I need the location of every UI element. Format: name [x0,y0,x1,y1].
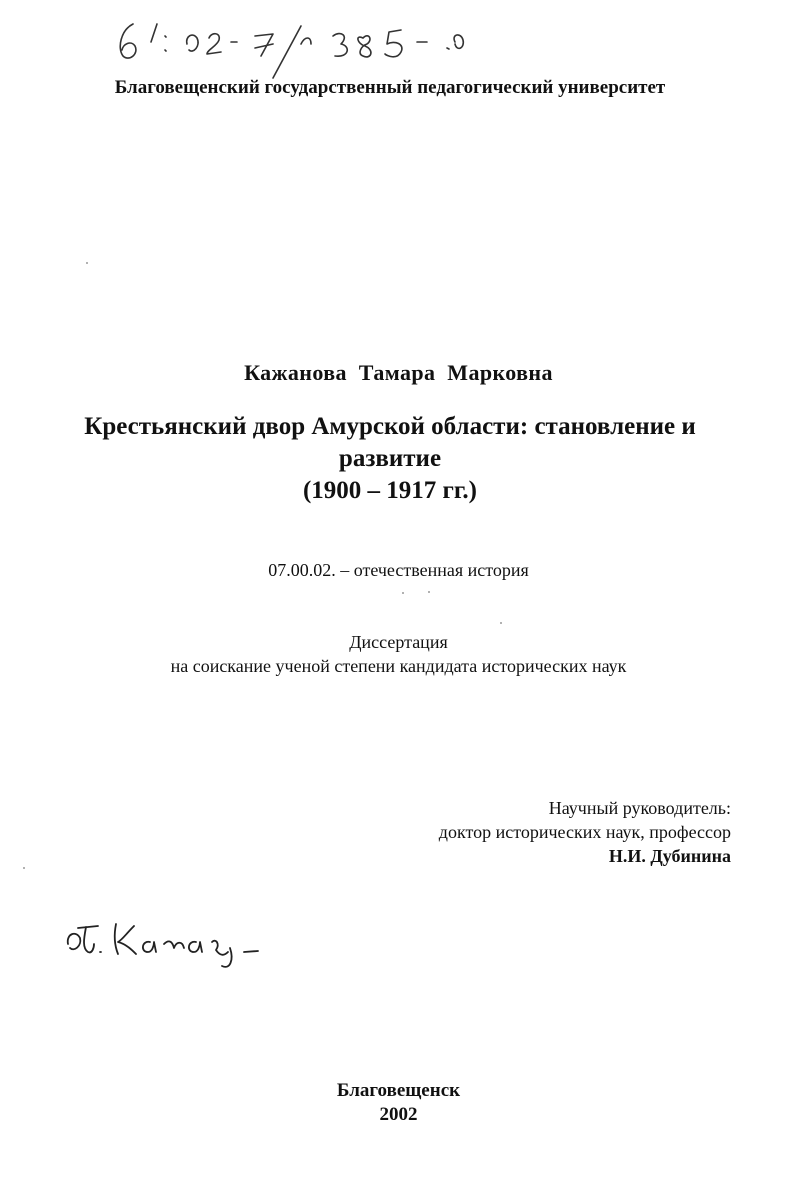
university-name: Благовещенский государственный педагогический университет [114,77,666,98]
scan-speck [402,592,404,594]
degree-line: на соискание ученой степени кандидата исторических наук [170,656,627,676]
supervisor-block [439,796,731,868]
dissertation-title [40,411,740,507]
specialty-code: 07.00.02. – отечественная история [268,560,529,580]
title-line-2: развитие [338,445,442,472]
author-signature [64,912,264,972]
dissertation-label: Диссертация [349,632,448,652]
scan-speck [23,867,25,869]
scan-speck [86,262,88,264]
title-line-3: (1900 – 1917 гг.) [302,477,478,504]
supervisor-name: Н.И. Дубинина [608,846,731,866]
supervisor-title: доктор исторических наук, профессор [438,822,731,842]
city-name: Благовещенск [336,1080,461,1101]
scan-speck [428,591,430,593]
scan-speck [500,622,502,624]
supervisor-label: Научный руководитель: [548,798,731,818]
publication-year: 2002 [379,1104,418,1125]
title-line-1: Крестьянский двор Амурской области: становление и [84,413,696,440]
author-name: Кажанова Тамара Марковна [244,360,553,385]
